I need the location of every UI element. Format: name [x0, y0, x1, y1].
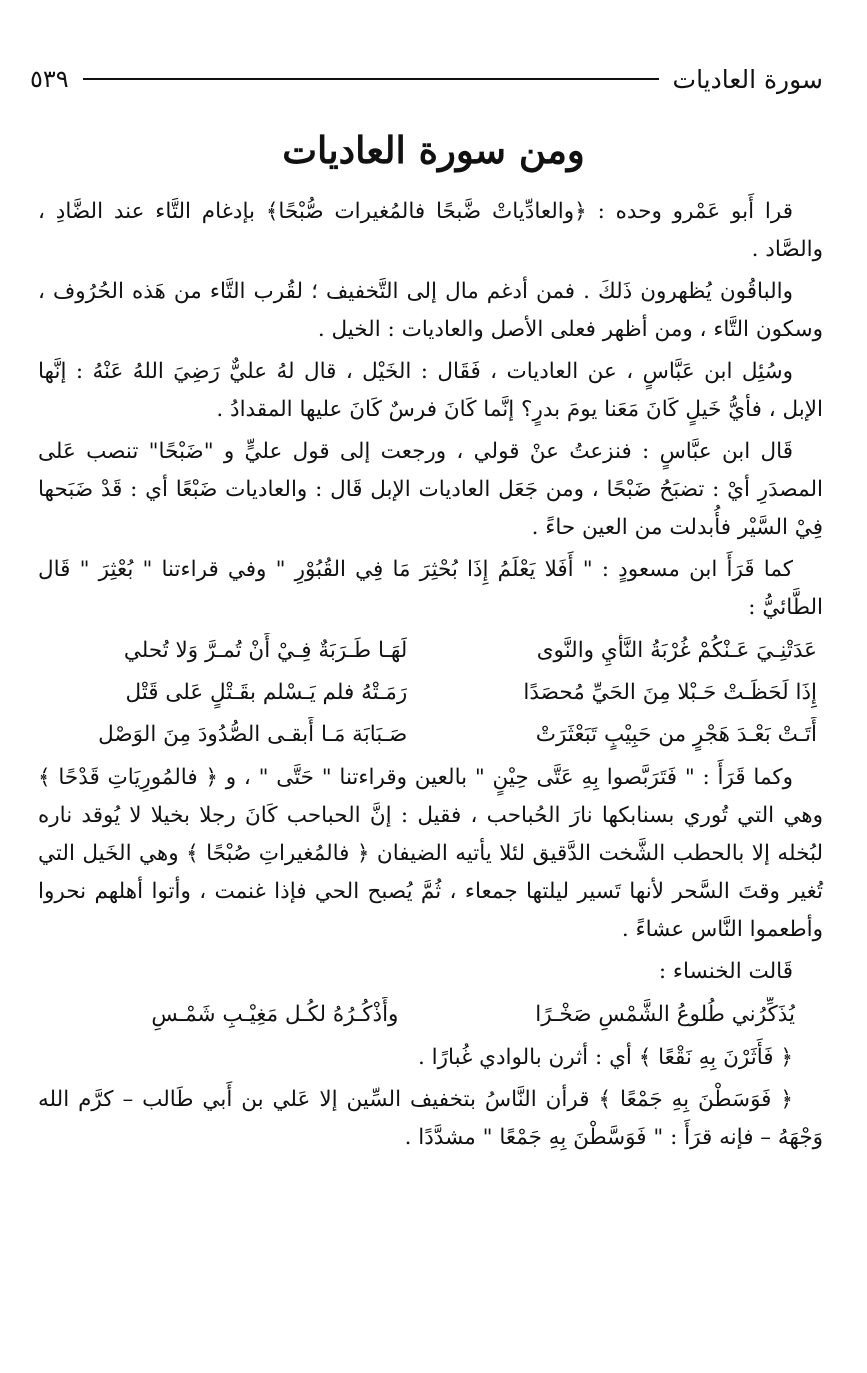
- verse-second-hemistich: وأَذْكُـرُهُ لكُـل مَغِيْـبِ شَمْـسِ: [151, 1002, 399, 1027]
- paragraph: والباقُون يُظهرون ذَلكَ . فمن أدغم مال إلى التَّخفيف ؛ لقُرب التَّاء من هَذه الحُرُوف ، وسكون التَّاء ، ومن أظهر فعلى الأصل والعاديات : الخيل .: [38, 279, 823, 342]
- poem-verse: [38, 633, 823, 669]
- paragraph: كما قَرَأَ ابن مسعودٍ : " أَفَلا يَعْلَمُ إِذَا بُحْثِرَ مَا فِي القُبُوْرِ " وفي قراءتنا " بُعْثِرَ " قَال الطَّائيُّ :: [38, 557, 823, 620]
- poem-verse: [38, 717, 823, 753]
- paragraph: وكما قَرَأَ : " فَتَرَبَّصوا بِهِ عَتَّى حِيْنٍ " بالعين وقراءتنا " حَتَّى " ، و ﴿ فالمُورِيَاتِ قَدْحًا ﴾ وهي التي تُوري بسنابكها نارَ الحُباحب ، فقيل : إنَّ الحباحب كَانَ رجلا بخيلا لا يُوقد ناره لبُخله إلا بالحطب الشَّخت الدَّقيق لئلا يأتيه الضيفان ﴿ فالمُغيراتِ صُبْحًا ﴾ وهي الخَيل التي تُغير وقتَ السَّحر لأنها تَسير ليلتها جمعاء ، ثُمَّ يُصبح الحي فإذا غنمت ، وأتوا أهلهم نحروا وأطعموا النَّاس عشاءً .: [38, 765, 823, 942]
- verse-first-hemistich: عَدَتْنِـيَ عَـنْكُمْ غُرْبَةُ النَّأْيِ والنَّوى: [536, 638, 817, 663]
- paragraph: ﴿ فَأَثَرْنَ بِهِ نَقْعًا ﴾ أي : أثرن بالوادي غُبارًا .: [418, 1045, 793, 1070]
- paragraph: قَالت الخنساء :: [658, 959, 793, 984]
- paragraph: قَال ابن عبَّاسٍ : فنزعتُ عنْ قولي ، ورجعت إلى قول عليٍّ و "ضَبْحًا" تنصب عَلى المصدَرِ أيْ : تضبَحُ ضَبْحًا ، ومن جَعَل العاديات الإبل قَال : والعاديات ضَبْعًا أي : قَدْ ضَبَحها فِيْ السَّيْر فأُبدلت من العين حاءً .: [38, 439, 823, 540]
- verse-first-hemistich: يُذَكِّرُني طُلوعُ الشَّمْسِ صَخْـرًا: [535, 1002, 795, 1027]
- page-header: [30, 62, 823, 96]
- poem-verse: [38, 997, 823, 1033]
- header-rule: [83, 78, 659, 80]
- paragraph: وسُئِل ابن عَبَّاسٍ ، عن العاديات ، فَقَال : الخَيْل ، قال لهُ عليٌّ رَضِيَ اللهُ عَنْهُ : إنَّها الإبل ، فأيُّ خَيلٍ كَانَ مَعَنا يومَ بدرٍ؟ إنَّما كَانَ فرسٌ كَانَ عليها المقدادُ .: [38, 359, 823, 422]
- paragraph: قرا أَبو عَمْرو وحده : ﴿والعادِّياتْ ضَّبحًا فالمُغيرات صُّبْحًا﴾ بإدغام التَّاء عند الضَّادِ ، والصَّاد .: [38, 199, 823, 262]
- verse-first-hemistich: إِذَا لَحَظَـتْ حَـبْلا مِنَ الحَيِّ مُحصَدًا: [523, 680, 817, 705]
- poem-verse: [38, 675, 823, 711]
- verse-second-hemistich: لَهَـا طَـرَبَةٌ فِـيْ أَنْ تُمـرَّ وَلا تُحلي: [123, 638, 408, 663]
- paragraph: ﴿ فَوَسَطْنَ بِهِ جَمْعًا ﴾ قرأن النَّاسُ بتخفيف السِّين إلا عَلي بن أَبي طَالب – كرَّم الله وَجْهَهُ – فإنه قرَأَ : " فَوَسَّطْنَ بِهِ جَمْعًا " مشدَّدًا .: [38, 1087, 823, 1150]
- verse-second-hemistich: رَمَـتْهُ فلم يَـسْلم بقَـتْلٍ عَلى قَتْل: [125, 680, 408, 705]
- section-title: ومن سورة العاديات: [282, 128, 585, 172]
- page-number: ٥٣٩: [30, 65, 69, 93]
- verse-second-hemistich: صَـبَابَة مَـا أَبقـى الصُّدُودَ مِنَ الوَصْل: [98, 722, 408, 747]
- running-title: سورة العاديات: [672, 64, 823, 94]
- verse-first-hemistich: أَتَـتْ بَعْـدَ هَجْرٍ من حَبِيْبٍ تَبَعْثَرَتْ: [535, 722, 817, 747]
- body-text: [38, 193, 823, 1161]
